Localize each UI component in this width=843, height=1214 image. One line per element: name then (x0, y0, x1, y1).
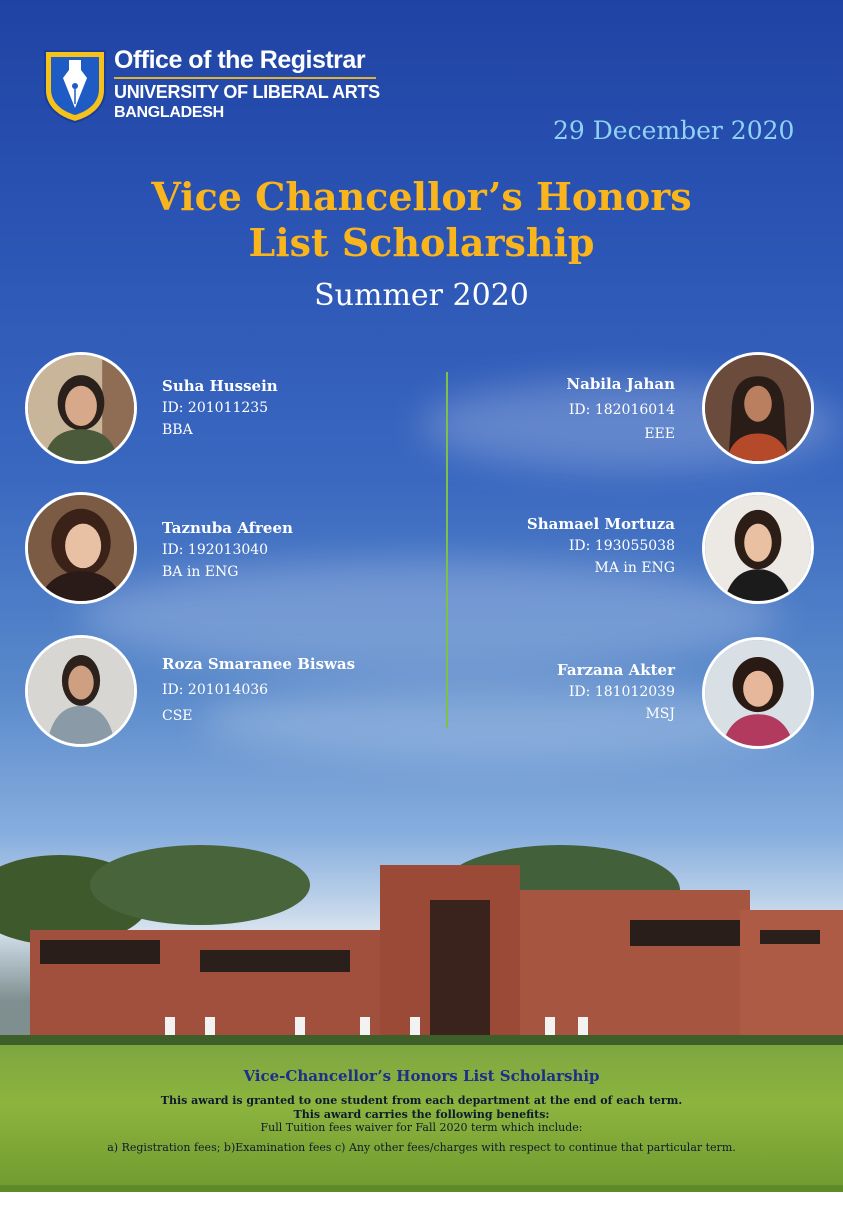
winner-department: BA in ENG (162, 564, 239, 580)
winner-name: Nabila Jahan (566, 375, 675, 393)
winner-photo (25, 492, 137, 604)
winner-info (566, 373, 675, 445)
winner-department: BBA (162, 422, 193, 438)
winner-department: EEE (644, 426, 675, 442)
footer-description: This award is granted to one student from each department at the end of each term. (160, 1094, 683, 1107)
winner-photo (702, 492, 814, 604)
winner-department: MSJ (645, 706, 675, 722)
winner-id: ID: 201014036 (162, 682, 269, 698)
footer-title: Vice-Chancellor’s Honors List Scholarship (243, 1067, 600, 1085)
winner-id: ID: 181012039 (568, 684, 675, 700)
winner-name: Shamael Mortuza (526, 515, 675, 533)
winner-photo (702, 637, 814, 749)
university-logo (42, 48, 108, 124)
announcement-date: 29 December 2020 (553, 116, 795, 145)
winner-info (557, 659, 675, 725)
winner-name: Taznuba Afreen (162, 519, 293, 537)
title-line-2: List Scholarship (248, 220, 595, 265)
winner-department: MA in ENG (594, 560, 675, 576)
winner-department: CSE (162, 708, 193, 724)
registrar-header (114, 46, 380, 121)
winner-id: ID: 201011235 (162, 400, 269, 416)
winner-name: Roza Smaranee Biswas (162, 655, 356, 673)
winner-id: ID: 192013040 (162, 542, 269, 558)
winner-name: Suha Hussein (162, 377, 278, 395)
footer-benefits-heading: This award carries the following benefits: (293, 1108, 550, 1121)
winner-photo (25, 352, 137, 464)
winner-info (162, 517, 293, 583)
winner-info (527, 513, 675, 579)
winner-name: Farzana Akter (557, 661, 675, 679)
poster-title (0, 174, 843, 266)
footer-benefit-fees: a) Registration fees; b)Examination fees c) Any other fees/charges with respect to continue that particular term. (107, 1141, 736, 1154)
winner-id: ID: 193055038 (568, 538, 675, 554)
header-rule (114, 77, 376, 79)
term-label: Summer 2020 (314, 278, 529, 313)
university-country: BANGLADESH (114, 104, 224, 121)
office-title: Office of the Registrar (114, 46, 366, 74)
winner-photo (702, 352, 814, 464)
winner-info (162, 375, 278, 441)
center-divider (446, 372, 448, 728)
winner-photo (25, 635, 137, 747)
winner-info (162, 653, 355, 727)
university-name: UNIVERSITY OF LIBERAL ARTS (114, 82, 380, 102)
title-line-1: Vice Chancellor’s Honors (151, 174, 692, 219)
winner-id: ID: 182016014 (568, 402, 675, 418)
footer-benefit-waiver: Full Tuition fees waiver for Fall 2020 term which include: (260, 1121, 583, 1134)
